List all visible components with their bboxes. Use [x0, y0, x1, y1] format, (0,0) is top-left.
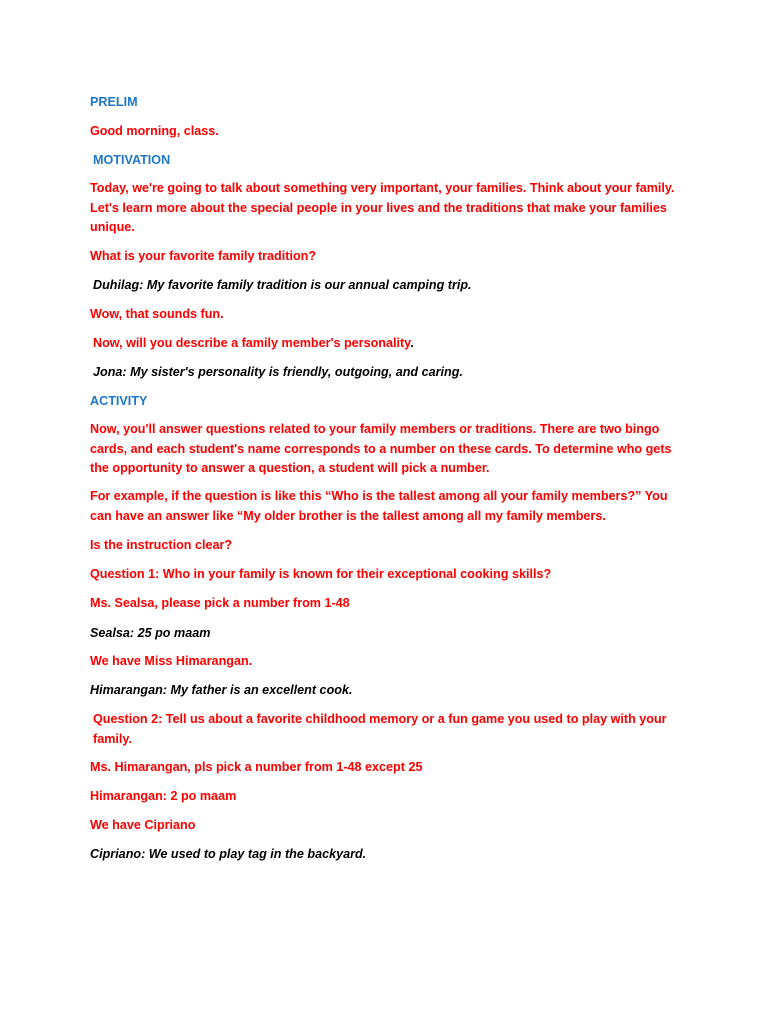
activity-instructions-paragraph: Now, you'll answer questions related to your family members or traditions. There are two bingo cards, and each student's name corresponds to a number on these cards. To determine who gets the opportunity to answer a question, a student will pick a number. [90, 422, 672, 475]
cipriano-answer: Cipriano: We used to play tag in the backyard. [90, 847, 367, 861]
tradition-question: What is your favorite family tradition? [90, 249, 317, 263]
question-1: Question 1: Who in your family is known for their exceptional cooking skills? [90, 567, 552, 581]
activity-example-paragraph: For example, if the question is like this “Who is the tallest among all your family members?” You can have an answer like “My older brother is the tallest among all my family members. [90, 489, 668, 523]
personality-prompt [93, 334, 683, 354]
question-2: Question 2: Tell us about a favorite childhood memory or a fun game you used to play with your family. [93, 712, 667, 746]
sealsa-answer: Sealsa: 25 po maam [90, 626, 211, 640]
duhilag-answer: Duhilag: My favorite family tradition is our annual camping trip. [93, 278, 472, 292]
greeting-line: Good morning, class. [90, 124, 219, 138]
we-have-himarangan: We have Miss Himarangan. [90, 654, 253, 668]
pick-number-sealsa: Ms. Sealsa, please pick a number from 1-48 [90, 596, 350, 610]
personality-prompt-period: . [410, 336, 414, 350]
prelim-heading: PRELIM [90, 95, 138, 109]
activity-heading: ACTIVITY [90, 394, 148, 408]
himarangan-answer: Himarangan: My father is an excellent cook. [90, 683, 353, 697]
jona-answer: Jona: My sister's personality is friendly, outgoing, and caring. [93, 365, 463, 379]
pick-number-himarangan: Ms. Himarangan, pls pick a number from 1-48 except 25 [90, 760, 423, 774]
himarangan-number-answer: Himarangan: 2 po maam [90, 789, 237, 803]
motivation-heading: MOTIVATION [93, 153, 171, 167]
instruction-check-question: Is the instruction clear? [90, 538, 233, 552]
motivation-intro-paragraph: Today, we're going to talk about something very important, your families. Think about your family. Let's learn more about the special people in your lives and the traditions that make your families unique. [90, 181, 675, 234]
wow-reply: Wow, that sounds fun. [90, 307, 224, 321]
we-have-cipriano: We have Cipriano [90, 818, 196, 832]
personality-prompt-text: Now, will you describe a family member's personality [93, 336, 411, 350]
